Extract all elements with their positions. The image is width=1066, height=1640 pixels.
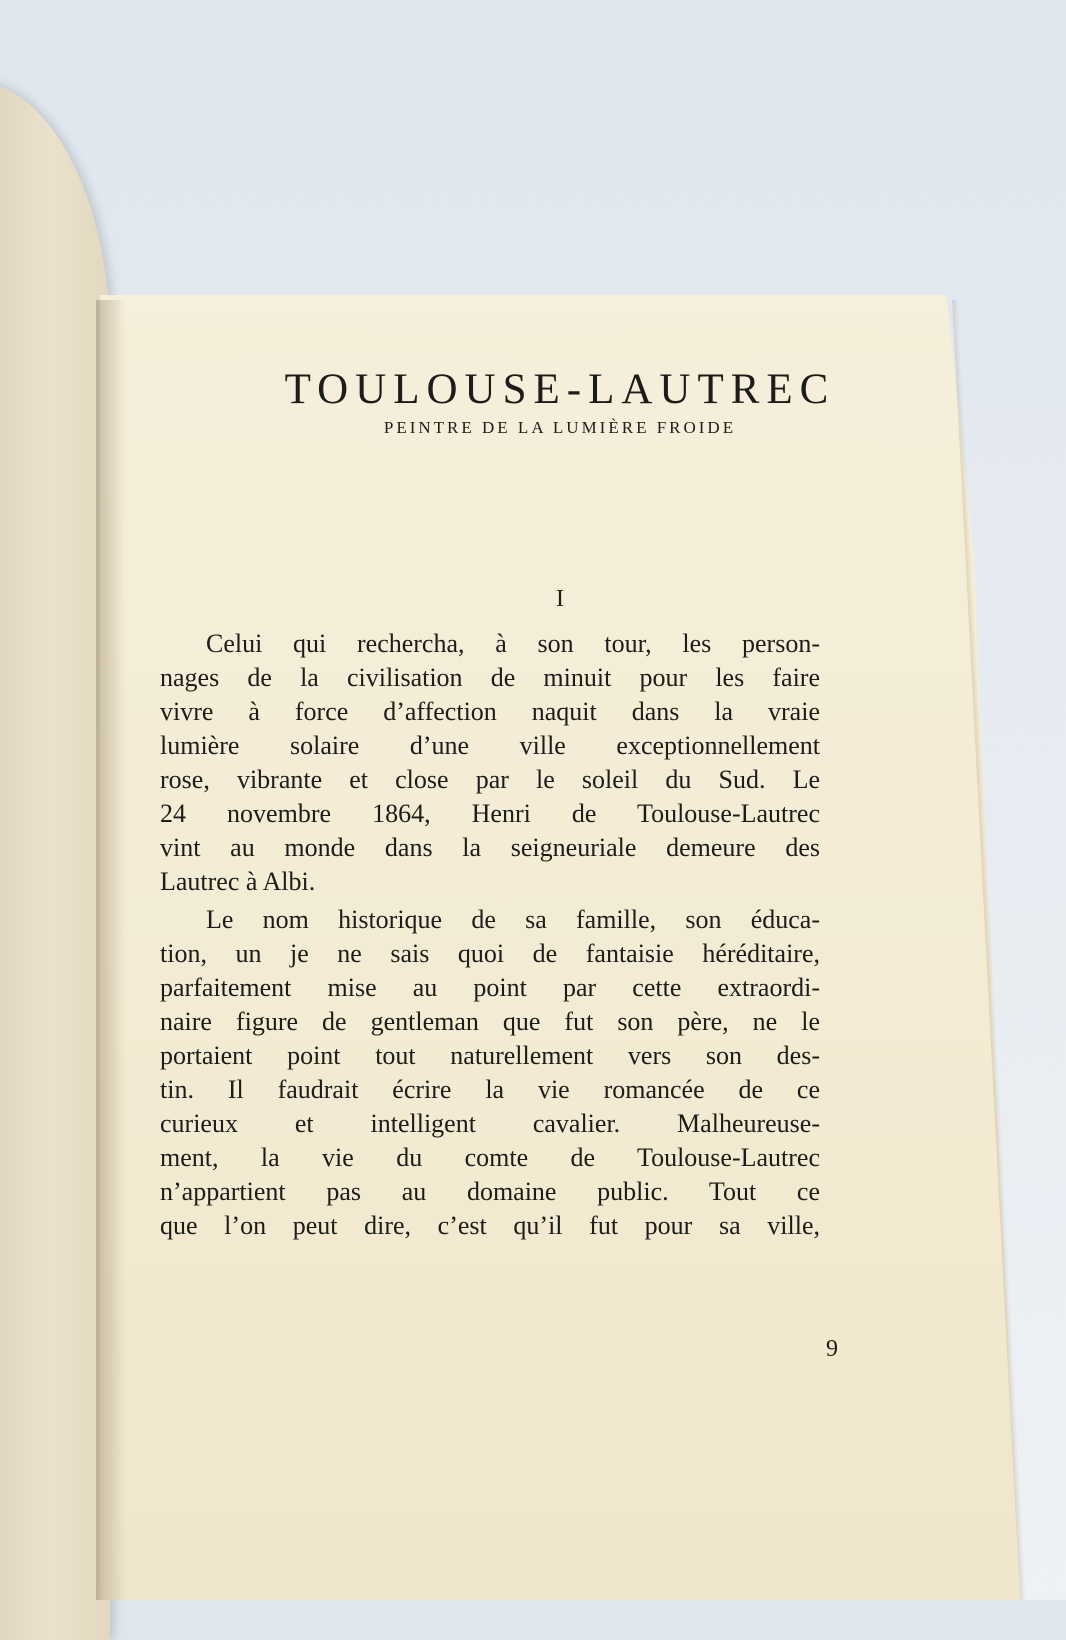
text-line: tion, un je ne sais quoi de fantaisie héréditaire, <box>160 939 820 968</box>
text-line: vint au monde dans la seigneuriale demeure des <box>160 833 820 862</box>
text-line: nages de la civilisation de minuit pour les faire <box>160 663 820 692</box>
text-line: Lautrec à Albi. <box>160 867 316 896</box>
text-line: parfaitement mise au point par cette extraordi- <box>160 973 820 1002</box>
text-line: rose, vibrante et close par le soleil du Sud. Le <box>160 765 820 794</box>
body-text <box>120 627 820 1243</box>
text-line: portaient point tout naturellement vers son des- <box>160 1041 820 1070</box>
text-line: Le nom historique de sa famille, son éduca- <box>206 905 820 934</box>
book-subtitle: PEINTRE DE LA LUMIÈRE FROIDE <box>383 418 737 437</box>
paragraph-1 <box>160 627 820 899</box>
paragraph-2 <box>160 903 820 1243</box>
text-line: naire figure de gentleman que fut son père, ne le <box>160 1007 820 1036</box>
text-line: lumière solaire d’une ville exceptionnellement <box>160 731 820 760</box>
page-content <box>120 365 920 1243</box>
text-line: 24 novembre 1864, Henri de Toulouse-Lautrec <box>160 799 820 828</box>
page-number: 9 <box>826 1336 838 1362</box>
book-title: TOULOUSE-LAUTREC <box>284 366 836 413</box>
text-line: tin. Il faudrait écrire la vie romancée de ce <box>160 1075 820 1104</box>
chapter-number: I <box>556 586 564 612</box>
text-line: Celui qui rechercha, à son tour, les person- <box>206 629 820 658</box>
text-line: que l’on peut dire, c’est qu’il fut pour sa ville, <box>160 1211 820 1240</box>
text-line: curieux et intelligent cavalier. Malheureuse- <box>160 1109 820 1138</box>
text-line: ment, la vie du comte de Toulouse-Lautrec <box>160 1143 820 1172</box>
previous-page-curl <box>0 80 110 1640</box>
text-line: n’appartient pas au domaine public. Tout ce <box>160 1177 820 1206</box>
text-line: vivre à force d’affection naquit dans la vraie <box>160 697 820 726</box>
